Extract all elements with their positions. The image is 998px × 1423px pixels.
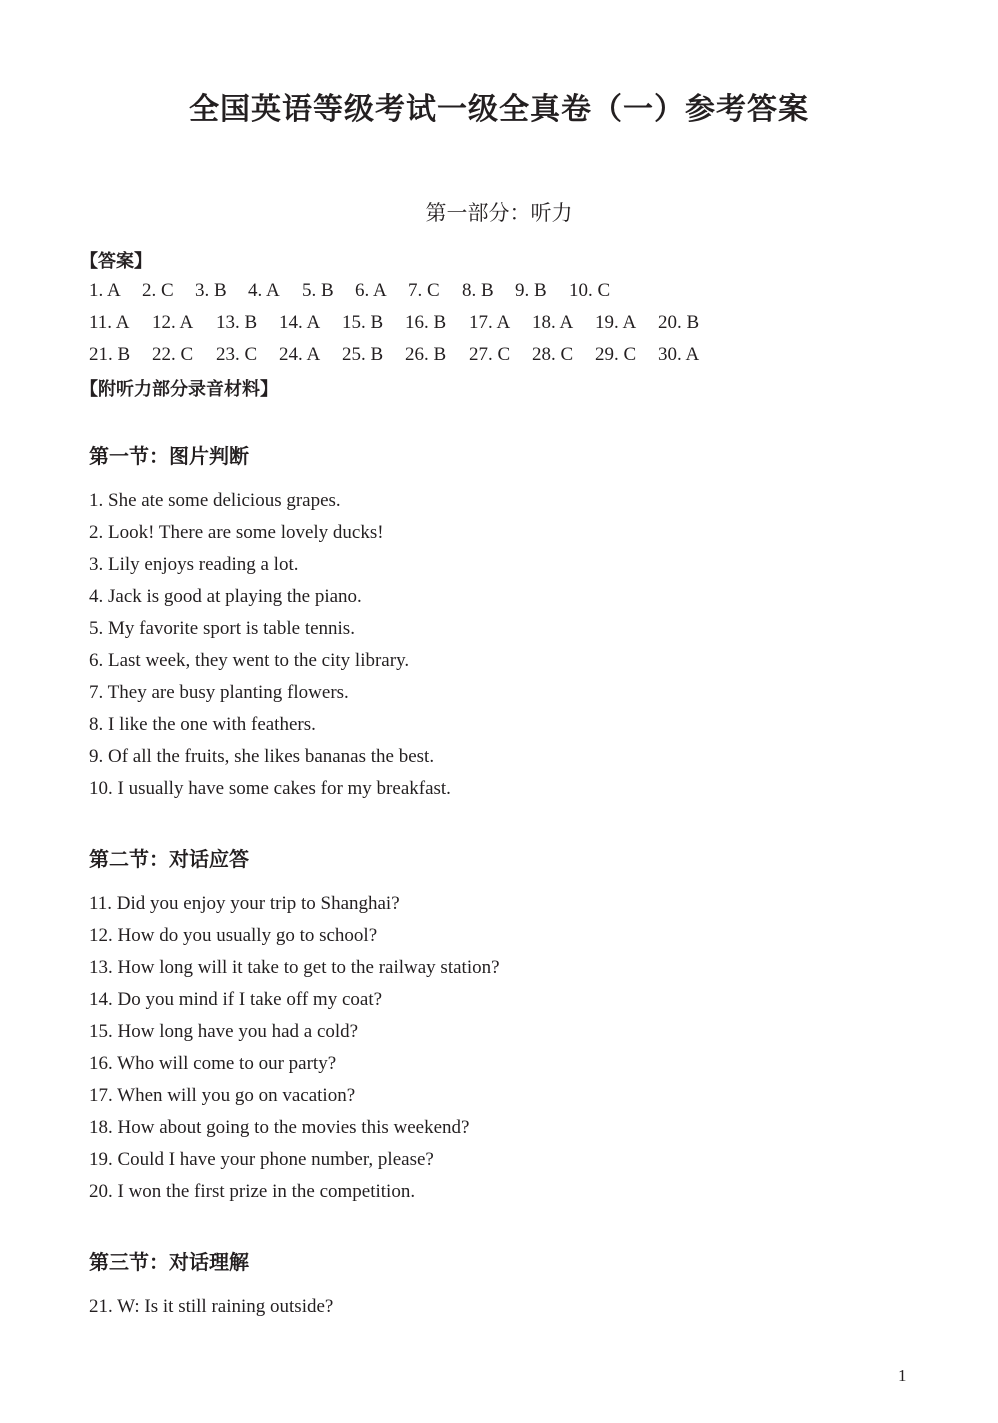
answer-item: 4. A: [248, 280, 280, 301]
transcript-line: 1. She ate some delicious grapes.: [89, 490, 341, 511]
transcript-line: 11. Did you enjoy your trip to Shanghai?: [89, 893, 400, 914]
transcript-line: 8. I like the one with feathers.: [89, 714, 316, 735]
part-heading: 第一部分：听力: [425, 201, 573, 225]
answer-item: 20. B: [658, 312, 700, 333]
transcript-line: 5. My favorite sport is table tennis.: [89, 618, 355, 639]
answer-item: 5. B: [302, 280, 334, 301]
answer-item: 19. A: [595, 312, 637, 333]
answer-item: 26. B: [405, 344, 447, 365]
transcript-line: 15. How long have you had a cold?: [89, 1021, 359, 1042]
section-heading-3: 第三节：对话理解: [89, 1250, 249, 1274]
transcript-label: 【附听力部分录音材料】: [80, 379, 278, 400]
transcript-line: 20. I won the first prize in the competition.: [89, 1181, 416, 1202]
answer-item: 10. C: [569, 280, 611, 301]
transcript-line: 7. They are busy planting flowers.: [89, 682, 349, 703]
answer-item: 3. B: [195, 280, 227, 301]
transcript-line: 18. How about going to the movies this weekend?: [89, 1117, 470, 1138]
answer-item: 6. A: [355, 280, 387, 301]
section-heading-2: 第二节：对话应答: [89, 847, 249, 871]
transcript-line: 17. When will you go on vacation?: [89, 1085, 356, 1106]
transcript-line: 3. Lily enjoys reading a lot.: [89, 554, 299, 575]
answer-item: 17. A: [469, 312, 511, 333]
section-heading-1: 第一节：图片判断: [89, 444, 249, 468]
answer-item: 30. A: [658, 344, 700, 365]
answer-item: 24. A: [279, 344, 321, 365]
answer-item: 11. A: [89, 312, 130, 333]
answer-label: 【答案】: [80, 251, 152, 272]
page-title: 全国英语等级考试一级全真卷（一）参考答案: [189, 92, 809, 127]
page-number: 1: [898, 1366, 907, 1385]
transcript-line: 9. Of all the fruits, she likes bananas the best.: [89, 746, 435, 767]
answer-item: 21. B: [89, 344, 131, 365]
answer-item: 8. B: [462, 280, 494, 301]
answer-item: 7. C: [408, 280, 440, 301]
answer-item: 16. B: [405, 312, 447, 333]
answer-item: 25. B: [342, 344, 384, 365]
answer-item: 13. B: [216, 312, 258, 333]
answer-item: 15. B: [342, 312, 384, 333]
answer-item: 22. C: [152, 344, 194, 365]
transcript-line: 21. W: Is it still raining outside?: [89, 1296, 334, 1317]
transcript-line: 2. Look! There are some lovely ducks!: [89, 522, 384, 543]
transcript-line: 6. Last week, they went to the city library.: [89, 650, 410, 671]
answer-item: 18. A: [532, 312, 574, 333]
answer-item: 28. C: [532, 344, 574, 365]
answer-item: 2. C: [142, 280, 174, 301]
transcript-line: 12. How do you usually go to school?: [89, 925, 378, 946]
answer-item: 27. C: [469, 344, 511, 365]
answer-item: 9. B: [515, 280, 547, 301]
answer-item: 1. A: [89, 280, 121, 301]
answer-item: 12. A: [152, 312, 194, 333]
transcript-line: 10. I usually have some cakes for my breakfast.: [89, 778, 451, 799]
answer-item: 29. C: [595, 344, 637, 365]
answer-item: 23. C: [216, 344, 258, 365]
transcript-line: 4. Jack is good at playing the piano.: [89, 586, 362, 607]
transcript-line: 13. How long will it take to get to the railway station?: [89, 957, 500, 978]
transcript-line: 16. Who will come to our party?: [89, 1053, 337, 1074]
transcript-line: 14. Do you mind if I take off my coat?: [89, 989, 383, 1010]
answer-item: 14. A: [279, 312, 321, 333]
transcript-line: 19. Could I have your phone number, please?: [89, 1149, 434, 1170]
